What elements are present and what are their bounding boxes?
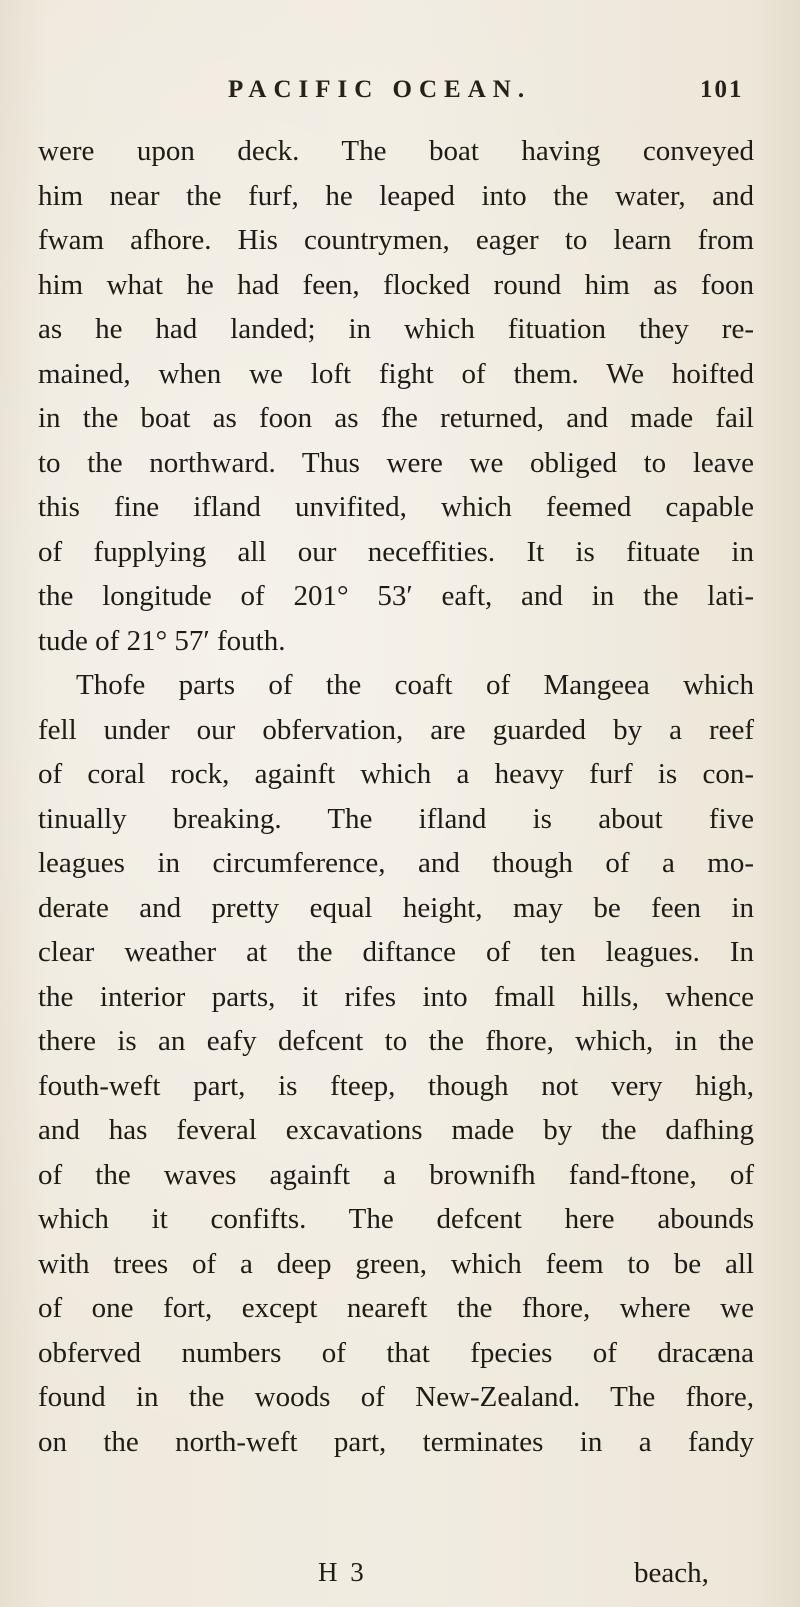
text-line: fwam afhore. His countrymen, eager to learn from [38, 224, 754, 256]
text-line: of fupplying all our neceffities. It is fituate in [38, 535, 754, 568]
text-line: of the waves againft a brownifh fand-ftone, of [38, 1158, 754, 1191]
text-line: there is an eafy defcent to the fhore, which, in the [38, 1025, 754, 1057]
text-line: mained, when we loft fight of them. We hoifted [38, 357, 754, 390]
text-line: him what he had feen, flocked round him as foon [38, 268, 754, 301]
running-title: PACIFIC OCEAN. [228, 76, 532, 103]
text-line: this fine ifland unvifited, which feemed capable [38, 491, 754, 523]
text-line: tude of 21° 57′ fouth. [38, 624, 286, 657]
text-line: in the boat as foon as fhe returned, and made fail [38, 402, 754, 434]
text-line: Thofe parts of the coaft of Mangeea which [76, 669, 754, 701]
signature-mark: H 3 [318, 1557, 367, 1587]
text-line: with trees of a deep green, which feem to be all [38, 1247, 754, 1280]
text-line: fell under our obfervation, are guarded by a reef [38, 713, 754, 746]
text-line: on the north-weft part, terminates in a fandy [38, 1425, 754, 1458]
text-line: of coral rock, againft which a heavy furf is con- [38, 758, 754, 790]
page-header [0, 76, 800, 108]
paragraph [38, 129, 754, 663]
text-line: were upon deck. The boat having conveyed [38, 135, 754, 167]
text-line: which it confifts. The defcent here abounds [38, 1203, 754, 1235]
text-line: the longitude of 201° 53′ eaft, and in the lati- [38, 580, 754, 612]
text-line: obferved numbers of that fpecies of dracæna [38, 1336, 754, 1369]
page-footer [0, 1557, 800, 1597]
text-line: fouth-weft part, is fteep, though not very high, [38, 1069, 754, 1102]
text-line: him near the furf, he leaped into the water, and [38, 179, 754, 212]
text-line: tinually breaking. The ifland is about five [38, 802, 754, 835]
text-line: of one fort, except neareft the fhore, where we [38, 1292, 754, 1324]
catchword: beach, [634, 1557, 709, 1589]
text-line: clear weather at the diftance of ten leagues. In [38, 936, 754, 968]
text-line: leagues in circumference, and though of a mo- [38, 847, 754, 879]
text-line: to the northward. Thus were we obliged to leave [38, 446, 754, 479]
page-number: 101 [700, 76, 744, 103]
text-line: as he had landed; in which fituation they re- [38, 313, 754, 345]
text-line: and has feveral excavations made by the dafhing [38, 1114, 754, 1146]
paragraph [38, 663, 754, 1464]
text-line: found in the woods of New-Zealand. The fhore, [38, 1381, 754, 1413]
text-line: derate and pretty equal height, may be feen in [38, 891, 754, 924]
body-text [38, 129, 754, 1464]
text-line: the interior parts, it rifes into fmall hills, whence [38, 980, 754, 1013]
